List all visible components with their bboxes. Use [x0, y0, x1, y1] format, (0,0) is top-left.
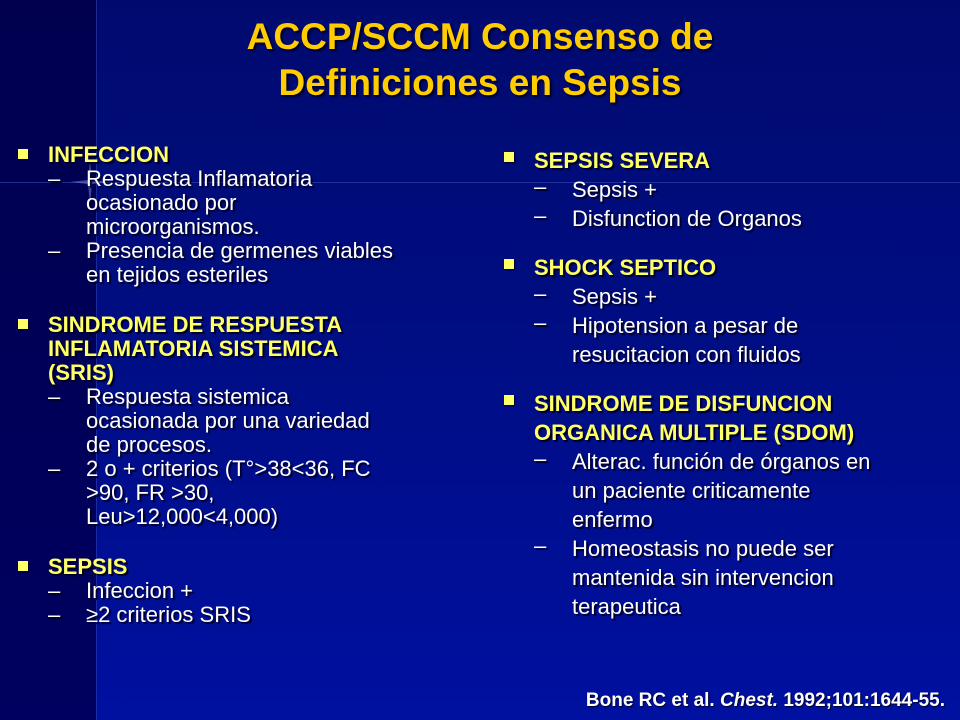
- dash-bullet: –: [48, 384, 61, 409]
- item-line: Leu>12,000<4,000): [86, 504, 279, 529]
- item-line: mantenida sin intervencion: [572, 565, 834, 590]
- reference-citation: [586, 690, 945, 712]
- dash-bullet: –: [48, 578, 61, 603]
- definition-block: [14, 555, 472, 627]
- definition-block: [500, 389, 940, 621]
- item-line: Respuesta Inflamatoria: [86, 166, 313, 191]
- definition-block: [14, 143, 472, 287]
- title-line-2: Definiciones en Sepsis: [278, 62, 682, 103]
- item-line: de procesos.: [86, 432, 212, 457]
- definition-item: [500, 311, 940, 369]
- definition-item: [500, 175, 940, 204]
- heading-line: SEPSIS: [48, 554, 128, 579]
- item-line: Homeostasis no puede ser: [572, 536, 834, 561]
- definition-item: [14, 457, 472, 529]
- heading-line: SINDROME DE RESPUESTA: [48, 312, 343, 337]
- dash-bullet: –: [534, 310, 547, 335]
- heading-line: INFECCION: [48, 142, 169, 167]
- dash-bullet: –: [48, 238, 61, 263]
- item-line: Hipotension a pesar de: [572, 313, 799, 338]
- definition-item: [14, 167, 472, 239]
- definition-block: [500, 253, 940, 369]
- reference-journal: Chest.: [720, 690, 779, 711]
- item-line: Infeccion +: [86, 578, 194, 603]
- heading-line: SHOCK SEPTICO: [534, 255, 717, 280]
- item-line: Presencia de germenes viables: [86, 238, 393, 263]
- dash-bullet: –: [534, 446, 547, 471]
- dash-bullet: –: [534, 281, 547, 306]
- dash-bullet: –: [48, 602, 61, 627]
- definition-item: [14, 579, 472, 603]
- left-column: [14, 143, 472, 653]
- definition-heading: [500, 389, 940, 447]
- dash-bullet: –: [48, 456, 61, 481]
- definition-item: [500, 282, 940, 311]
- definition-item: [14, 385, 472, 457]
- heading-line: (SRIS): [48, 360, 114, 385]
- heading-line: ORGANICA MULTIPLE (SDOM): [534, 420, 855, 445]
- dash-bullet: –: [534, 533, 547, 558]
- definition-block: [14, 313, 472, 529]
- square-bullet-icon: [504, 259, 514, 269]
- item-line: en tejidos esteriles: [86, 262, 269, 287]
- reference-authors: Bone RC et al.: [585, 690, 715, 711]
- item-line: terapeutica: [572, 594, 681, 619]
- item-line: un paciente criticamente: [572, 478, 811, 503]
- item-line: Disfunction de Organos: [572, 206, 802, 231]
- square-bullet-icon: [504, 395, 514, 405]
- definition-item: [500, 204, 940, 233]
- definition-heading: [14, 143, 472, 167]
- definition-item: [14, 239, 472, 287]
- item-line: microorganismos.: [86, 214, 260, 239]
- square-bullet-icon: [504, 152, 514, 162]
- item-line: resucitacion con fluidos: [572, 342, 801, 367]
- item-line: >90, FR >30,: [86, 480, 215, 505]
- definition-heading: [500, 146, 940, 175]
- heading-line: INFLAMATORIA SISTEMICA: [48, 336, 339, 361]
- square-bullet-icon: [18, 149, 28, 159]
- dash-bullet: –: [534, 174, 547, 199]
- dash-bullet: –: [534, 203, 547, 228]
- item-line: Respuesta sistemica: [86, 384, 289, 409]
- definition-heading: [14, 313, 472, 385]
- right-column: [500, 146, 940, 641]
- definition-item: [14, 603, 472, 627]
- title-line-1: ACCP/SCCM Consenso de: [246, 16, 714, 57]
- item-line: ocasionado por: [86, 190, 237, 215]
- item-line: Alterac. función de órganos en: [572, 449, 871, 474]
- slide-title: [0, 14, 960, 106]
- definition-block: [500, 146, 940, 233]
- item-line: enfermo: [572, 507, 653, 532]
- reference-details: 1992;101:1644-55.: [783, 690, 945, 711]
- definition-item: [500, 447, 940, 534]
- heading-line: SINDROME DE DISFUNCION: [534, 391, 833, 416]
- definition-item: [500, 534, 940, 621]
- square-bullet-icon: [18, 561, 28, 571]
- definition-heading: [14, 555, 472, 579]
- square-bullet-icon: [18, 319, 28, 329]
- item-line: Sepsis +: [572, 177, 657, 202]
- item-line: 2 o + criterios (T°>38<36, FC: [86, 456, 371, 481]
- definition-heading: [500, 253, 940, 282]
- item-line: Sepsis +: [572, 284, 657, 309]
- dash-bullet: –: [48, 166, 61, 191]
- item-line: ≥2 criterios SRIS: [86, 602, 251, 627]
- heading-line: SEPSIS SEVERA: [534, 148, 711, 173]
- item-line: ocasionada por una variedad: [86, 408, 370, 433]
